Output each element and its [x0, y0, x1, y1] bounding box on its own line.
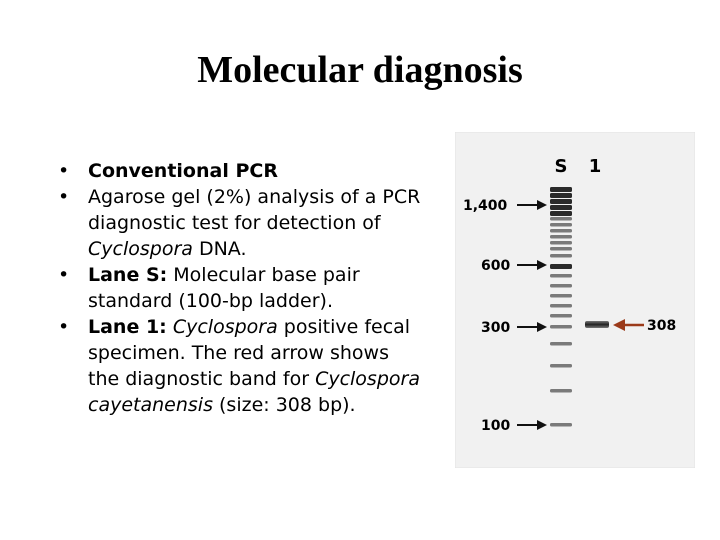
bullet-bold-text: Conventional PCR [88, 160, 278, 182]
bullet-bold-text: Lane 1: [88, 316, 167, 338]
ladder-band [550, 247, 572, 251]
lane-label-s: S [554, 156, 568, 177]
bullet-text: Molecular base pair standard (100-bp ladder). [88, 264, 360, 312]
bullet-italic-text: Cyclospora cayetanensis [88, 368, 420, 416]
ladder-band [550, 254, 572, 258]
bullet-item [56, 314, 426, 418]
bullet-italic-text: Cyclospora [172, 316, 278, 338]
ladder-band [550, 274, 572, 278]
ladder-band [550, 211, 572, 216]
bullet-text: DNA. [192, 238, 247, 260]
bullet-text: Agarose gel (2%) analysis of a PCR diagnostic test for detection of [88, 186, 421, 234]
ladder-band [550, 389, 572, 393]
ladder-band [550, 241, 572, 245]
marker-label-300: 300 [481, 320, 511, 336]
lane-label-1: 1 [588, 156, 602, 177]
bullet-list [56, 158, 426, 418]
ladder-band [550, 205, 572, 210]
bullet-item [56, 184, 426, 262]
ladder-band [550, 325, 572, 329]
ladder-band [550, 217, 572, 221]
bullet-dot: • [58, 316, 70, 338]
ladder-band [550, 304, 572, 308]
ladder-band [550, 264, 572, 269]
bullet-dot: • [58, 186, 70, 208]
bullet-dot: • [58, 160, 70, 182]
ladder-band [550, 199, 572, 204]
ladder-band [550, 235, 572, 239]
bullet-item [56, 158, 426, 184]
ladder-band [550, 314, 572, 318]
marker-label-100: 100 [481, 418, 511, 434]
bullet-item [56, 262, 426, 314]
bullet-text: (size: 308 bp). [212, 394, 356, 416]
ladder-band [550, 294, 572, 298]
gel-figure [455, 132, 695, 468]
ladder-band [550, 364, 572, 368]
marker-label-600: 600 [481, 258, 511, 274]
bullet-italic-text: Cyclospora [88, 238, 193, 260]
bullet-bold-text: Lane S: [88, 264, 168, 286]
band-size-label: 308 [647, 318, 677, 334]
bullet-text: positive fecal specimen. The red arrow shows the diagnostic band for [88, 316, 411, 390]
ladder-band [550, 342, 572, 346]
ladder-band [550, 423, 572, 427]
gel-image [455, 132, 695, 468]
bullet-dot: • [58, 264, 70, 286]
ladder-band [550, 284, 572, 288]
marker-label-1400: 1,400 [463, 198, 508, 214]
slide-title: Molecular diagnosis [197, 49, 523, 91]
ladder-band [550, 223, 572, 227]
ladder-band [550, 193, 572, 198]
diagnostic-band [585, 321, 609, 328]
ladder-band [550, 187, 572, 192]
ladder-band [550, 229, 572, 233]
